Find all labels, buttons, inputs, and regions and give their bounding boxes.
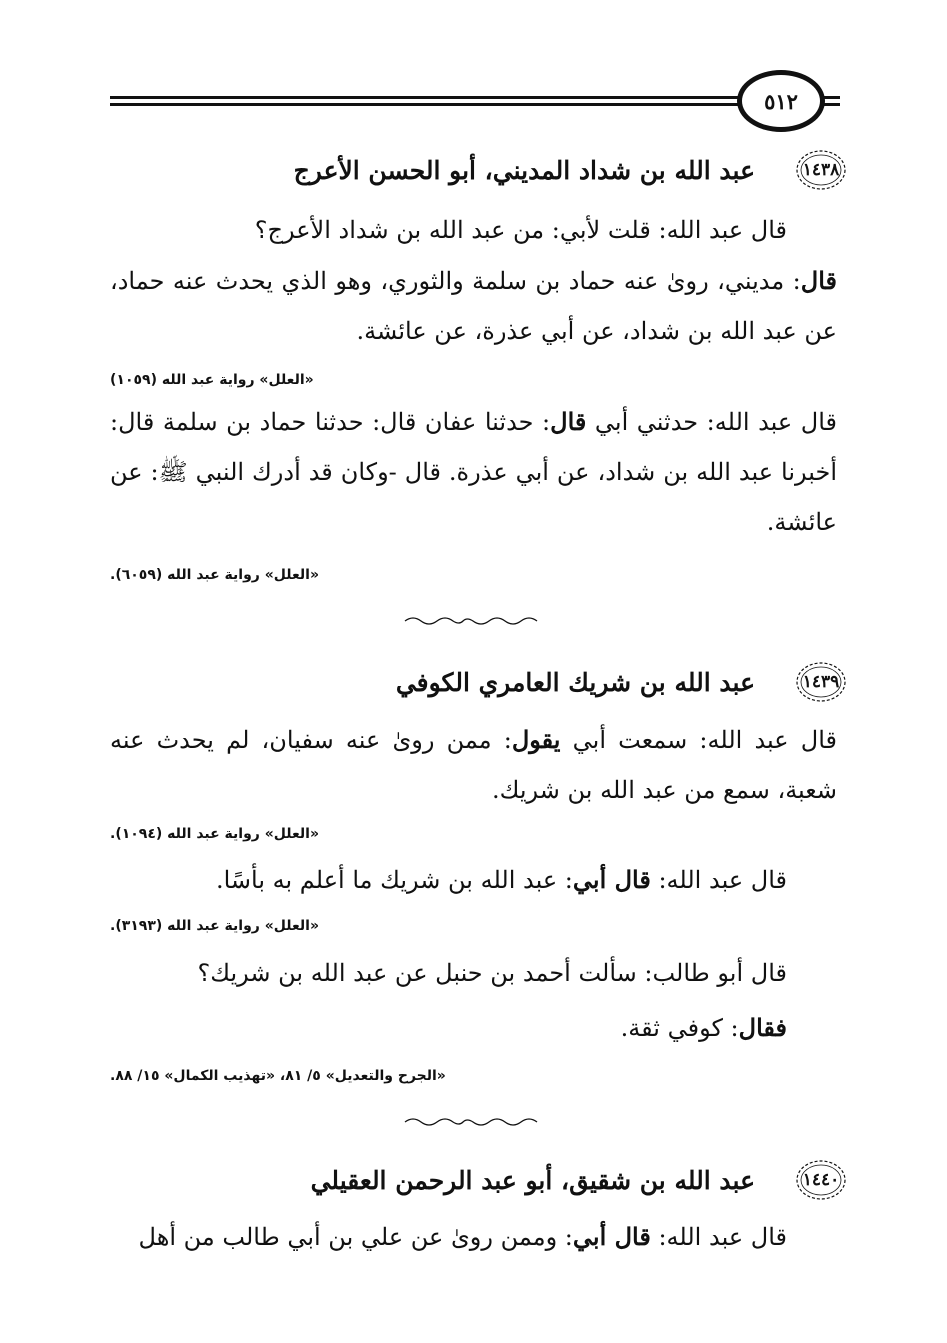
header-rule-top [110, 96, 742, 99]
header-rule-bottom [110, 103, 742, 106]
paragraph-text: : عبد الله بن شريك ما أعلم به بأسًا. [215, 866, 573, 894]
paragraph-text: : مديني، روىٰ عنه حماد بن سلمة والثوري، وهو الذي يحدث عنه حماد، عن عبد الله بن شداد، عن أبي عذرة، عن عائشة. [110, 267, 837, 345]
entry-title: عبد الله بن شقيق، أبو عبد الرحمن العقيلي [310, 1165, 755, 1195]
entry-number-badge [795, 660, 847, 704]
paragraph-text: قال عبد الله: [650, 1223, 787, 1251]
paragraph [110, 1212, 787, 1262]
paragraph-text: قال عبد الله: حدثني أبي [586, 408, 837, 436]
paragraph [110, 397, 837, 547]
bold-term: قال [550, 407, 587, 436]
paragraph [110, 1003, 787, 1053]
entry-number: ١٤٣٨ [802, 160, 840, 180]
paragraph-text: قال عبد الله: قلت لأبي: من عبد الله بن شداد الأعرج؟ [254, 216, 787, 244]
entry-heading-1440 [311, 1158, 847, 1202]
paragraph-text: : كوفي ثقة. [620, 1014, 739, 1042]
paragraph-text: قال عبد الله: [650, 866, 787, 894]
entry-heading-1439 [396, 660, 847, 704]
bold-term: يقول [511, 725, 561, 754]
entry-heading-1438 [294, 148, 847, 192]
paragraph-text: : حدثنا عفان قال: حدثنا حماد بن سلمة قال: أخبرنا عبد الله بن شداد، عن أبي عذرة. قال -وكان قد أدرك النبي ﷺ: عن عائشة. [110, 408, 837, 536]
paragraph-text: : وممن روىٰ عن علي بن أبي طالب من أهل [138, 1223, 573, 1251]
reference-note: «العلل» رواية عبد الله (٦٠٥٩). [110, 567, 319, 583]
paragraph [110, 855, 787, 905]
entry-number: ١٤٣٩ [802, 672, 840, 692]
entry-title: عبد الله بن شريك العامري الكوفي [395, 667, 755, 697]
paragraph [110, 948, 787, 998]
bold-term: قال أبي [572, 1222, 651, 1251]
paragraph [110, 205, 787, 255]
paragraph-text: قال أبو طالب: سألت أحمد بن حنبل عن عبد الله بن شريك؟ [197, 959, 787, 987]
reference-note: «العلل» رواية عبد الله (١٠٥٩) [110, 372, 314, 388]
paragraph-text: : ممن روىٰ عنه سفيان، لم يحدث عنه شعبة، سمع من عبد الله بن شريك. [110, 726, 837, 804]
reference-note: «العلل» رواية عبد الله (٣١٩٣). [110, 918, 319, 934]
paragraph [110, 715, 837, 815]
bold-term: فقال [738, 1013, 787, 1042]
page-header [110, 70, 840, 140]
ornament-divider [400, 615, 550, 627]
entry-number: ١٤٤٠ [802, 1170, 840, 1190]
bold-term: قال أبي [572, 865, 651, 894]
ornament-divider [400, 1116, 550, 1128]
reference-note: «العلل» رواية عبد الله (١٠٩٤). [110, 826, 319, 842]
entry-number-badge [795, 148, 847, 192]
entry-title: عبد الله بن شداد المديني، أبو الحسن الأعرج [293, 155, 755, 185]
entry-number-badge [795, 1158, 847, 1202]
bold-term: قال [800, 266, 837, 295]
paragraph-text: قال عبد الله: سمعت أبي [560, 726, 838, 754]
paragraph [110, 256, 837, 356]
reference-note: «الجرح والتعديل» ٥/ ٨١، «تهذيب الكمال» ١٥/ ٨٨. [110, 1068, 446, 1084]
page-number: ٥١٢ [737, 70, 825, 132]
